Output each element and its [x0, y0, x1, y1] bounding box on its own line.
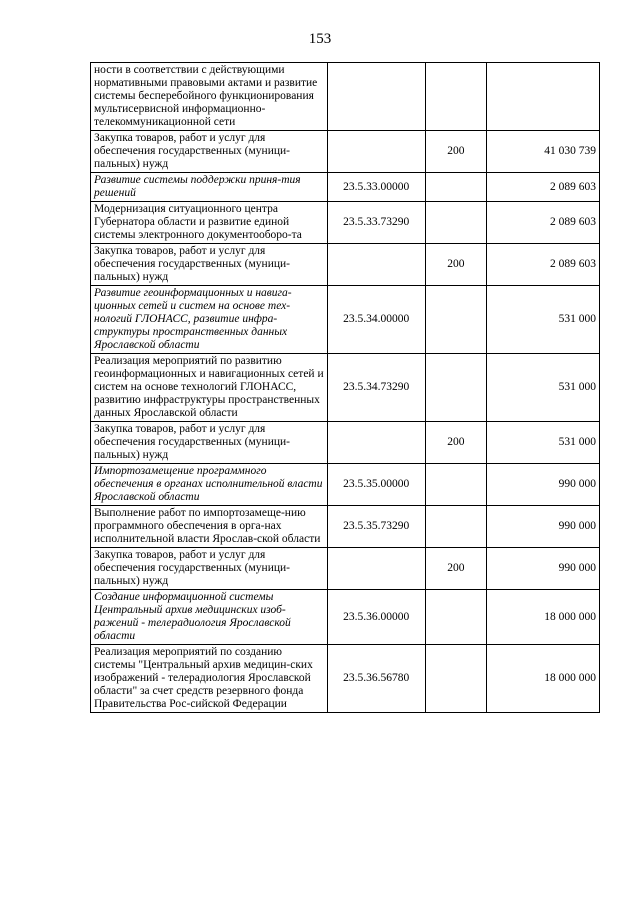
amount-cell: 531 000 — [487, 286, 600, 354]
expense-type-cell: 200 — [425, 244, 486, 286]
expense-type-cell — [425, 590, 486, 645]
amount-cell — [487, 63, 600, 131]
item-name-cell: Закупка товаров, работ и услуг для обеспечения государственных (муници-пальных) нужд — [91, 422, 328, 464]
amount-cell: 2 089 603 — [487, 244, 600, 286]
item-name-cell: Реализация мероприятий по созданию системы "Центральный архив медицин-ских изображений - телерадиология Ярославской области" за счет средств резервного фонда Правительства Рос-сийской Федерации — [91, 645, 328, 713]
item-name-cell: Развитие геоинформационных и навига-ционных сетей и систем на основе тех-нологий ГЛОНАСС, развитие инфра-структуры пространственных данных Ярославской области — [91, 286, 328, 354]
expense-type-cell — [425, 173, 486, 202]
amount-cell: 531 000 — [487, 354, 600, 422]
amount-cell: 990 000 — [487, 464, 600, 506]
table-row — [91, 63, 600, 131]
amount-cell: 41 030 739 — [487, 131, 600, 173]
expense-type-cell — [425, 286, 486, 354]
item-name-cell: ности в соответствии с действующими нормативными правовыми актами и развитие системы бесперебойного функционирования мультисервисной информационно-телекоммуникационной сети — [91, 63, 328, 131]
target-code-cell: 23.5.33.00000 — [327, 173, 425, 202]
amount-cell: 18 000 000 — [487, 590, 600, 645]
item-name-cell: Закупка товаров, работ и услуг для обеспечения государственных (муници-пальных) нужд — [91, 244, 328, 286]
item-name-cell: Выполнение работ по импортозамеще-нию программного обеспечения в орга-нах исполнительной власти Ярослав-ской области — [91, 506, 328, 548]
table-row — [91, 131, 600, 173]
table-row — [91, 464, 600, 506]
amount-cell: 2 089 603 — [487, 202, 600, 244]
item-name-cell: Закупка товаров, работ и услуг для обеспечения государственных (муници-пальных) нужд — [91, 548, 328, 590]
table-row — [91, 244, 600, 286]
target-code-cell — [327, 422, 425, 464]
expense-type-cell: 200 — [425, 131, 486, 173]
expense-type-cell — [425, 464, 486, 506]
amount-cell: 531 000 — [487, 422, 600, 464]
expense-type-cell — [425, 202, 486, 244]
table-row — [91, 548, 600, 590]
expense-type-cell — [425, 63, 486, 131]
table-row — [91, 645, 600, 713]
target-code-cell — [327, 244, 425, 286]
item-name-cell: Модернизация ситуационного центра Губернатора области и развитие единой системы электронного документооборо-та — [91, 202, 328, 244]
table-row — [91, 422, 600, 464]
budget-table-body — [91, 63, 600, 713]
budget-table — [90, 62, 600, 713]
target-code-cell: 23.5.34.73290 — [327, 354, 425, 422]
table-row — [91, 173, 600, 202]
expense-type-cell — [425, 354, 486, 422]
item-name-cell: Создание информационной системы Центральный архив медицинских изоб-ражений - телерадиология Ярославской области — [91, 590, 328, 645]
expense-type-cell: 200 — [425, 548, 486, 590]
target-code-cell — [327, 548, 425, 590]
amount-cell: 990 000 — [487, 506, 600, 548]
item-name-cell: Развитие системы поддержки приня-тия решений — [91, 173, 328, 202]
expense-type-cell — [425, 506, 486, 548]
amount-cell: 18 000 000 — [487, 645, 600, 713]
target-code-cell: 23.5.34.00000 — [327, 286, 425, 354]
target-code-cell: 23.5.36.00000 — [327, 590, 425, 645]
target-code-cell: 23.5.36.56780 — [327, 645, 425, 713]
expense-type-cell: 200 — [425, 422, 486, 464]
target-code-cell — [327, 131, 425, 173]
item-name-cell: Импортозамещение программного обеспечения в органах исполнительной власти Ярославской области — [91, 464, 328, 506]
table-row — [91, 202, 600, 244]
table-row — [91, 590, 600, 645]
table-row — [91, 286, 600, 354]
target-code-cell — [327, 63, 425, 131]
table-row — [91, 354, 600, 422]
table-row — [91, 506, 600, 548]
target-code-cell: 23.5.33.73290 — [327, 202, 425, 244]
item-name-cell: Реализация мероприятий по развитию геоинформационных и навигационных сетей и систем на основе технологий ГЛОНАСС, развитию инфраструктуры пространственных данных Ярославской области — [91, 354, 328, 422]
amount-cell: 990 000 — [487, 548, 600, 590]
item-name-cell: Закупка товаров, работ и услуг для обеспечения государственных (муници-пальных) нужд — [91, 131, 328, 173]
expense-type-cell — [425, 645, 486, 713]
target-code-cell: 23.5.35.00000 — [327, 464, 425, 506]
target-code-cell: 23.5.35.73290 — [327, 506, 425, 548]
amount-cell: 2 089 603 — [487, 173, 600, 202]
page-number: 153 — [308, 31, 332, 47]
